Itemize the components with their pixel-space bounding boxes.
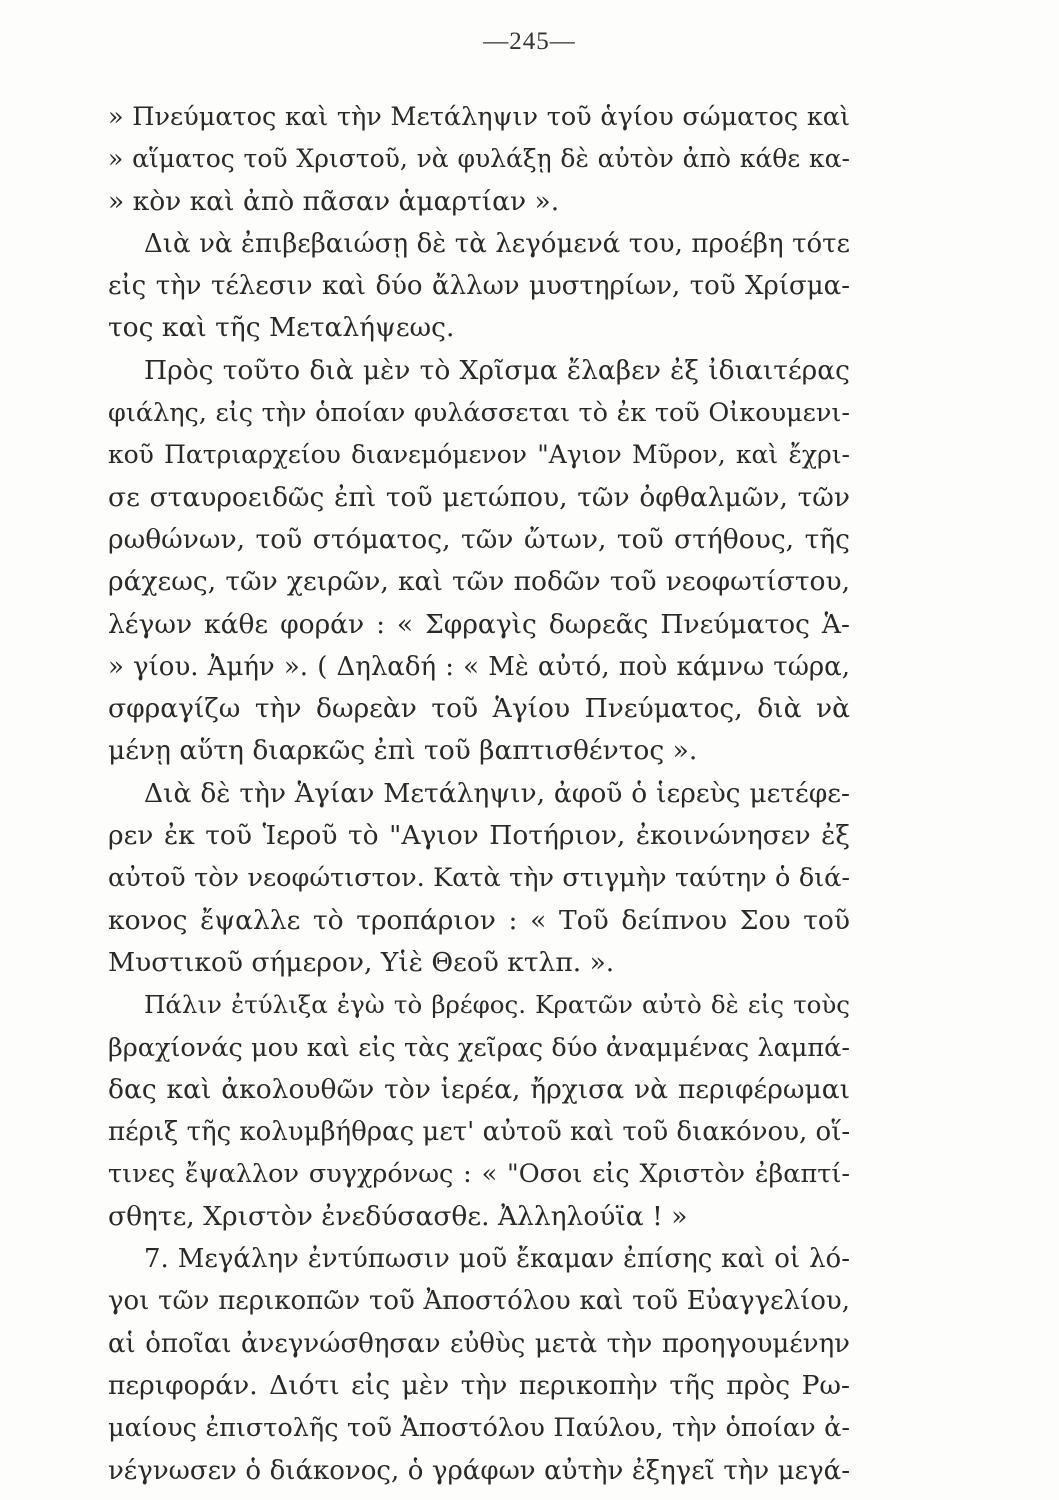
text-line: μένῃ αὕτη διαρκῶς ἐπὶ τοῦ βαπτισθέντος ». [108, 735, 698, 767]
text-line: Μυστικοῦ σήμερον, Υἱὲ Θεοῦ κτλπ. ». [108, 946, 615, 978]
text-line: ράχεως, τῶν χειρῶν, καὶ τῶν ποδῶν τοῦ νεοφωτίστου, [108, 566, 850, 598]
text-line: αὐτοῦ τὸν νεοφώτιστον. Κατὰ τὴν στιγμὴν ταύτην ὁ διά- [108, 863, 850, 894]
text-line: φιάλης, εἰς τὴν ὁποίαν φυλάσσεται τὸ ἐκ τοῦ Οἰκουμενι- [108, 398, 850, 429]
text-line: κονος ἔψαλλε τὸ τροπάριον : « Τοῦ δείπνου Σου τοῦ [108, 904, 850, 936]
text-line: μαίους ἐπιστολῆς τοῦ Ἀποστόλου Παύλου, τὴν ὁποίαν ἀ- [108, 1413, 850, 1444]
text-line: δας καὶ ἀκολουθῶν τὸν ἱερέα, ἤρχισα νὰ περιφέρωμαι [108, 1073, 850, 1105]
text-line: πέριξ τῆς κολυμβήθρας μετ' αὐτοῦ καὶ τοῦ διακόνου, οἵ- [108, 1117, 850, 1148]
text-line: αἱ ὁποῖαι ἀνεγνώσθησαν εὐθὺς μετὰ τὴν προηγουμένην [108, 1328, 850, 1359]
text-line: » κὸν καὶ ἀπὸ πᾶσαν ἁμαρτίαν ». [108, 185, 560, 217]
body-text [108, 96, 850, 1492]
text-line: τος καὶ τῆς Μεταλήψεως. [108, 312, 455, 344]
text-line: νέγνωσεν ὁ διάκονος, ὁ γράφων αὐτὴν ἐξηγεῖ τὴν μεγά- [108, 1455, 850, 1486]
text-line: λέγων κάθε φοράν : « Σφραγὶς δωρεᾶς Πνεύματος Ἁ- [108, 608, 850, 640]
text-line: εἰς τὴν τέλεσιν καὶ δύο ἄλλων μυστηρίων, τοῦ Χρίσμα- [108, 271, 850, 302]
text-line: Πάλιν ἐτύλιξα ἐγὼ τὸ βρέφος. Κρατῶν αὐτὸ δὲ εἰς τοὺς [144, 990, 850, 1020]
text-line: 7. Μεγάλην ἐντύπωσιν μοῦ ἔκαμαν ἐπίσης καὶ οἱ λό- [144, 1244, 850, 1275]
text-line: Πρὸς τοῦτο διὰ μὲν τὸ Χρῖσμα ἔλαβεν ἐξ ἰδιαιτέρας [144, 354, 850, 386]
text-line: τινες ἔψαλλον συγχρόνως : « "Οσοι εἰς Χριστὸν ἐβαπτί- [108, 1159, 850, 1190]
text-line: ρωθώνων, τοῦ στόματος, τῶν ὤτων, τοῦ στήθους, τῆς [108, 523, 850, 555]
text-line: σθητε, Χριστὸν ἐνεδύσασθε. Ἀλληλούϊα ! » [108, 1200, 688, 1232]
text-line: γοι τῶν περικοπῶν τοῦ Ἀποστόλου καὶ τοῦ Εὐαγγελίου, [108, 1286, 850, 1317]
text-line: σε σταυροειδῶς ἐπὶ τοῦ μετώπου, τῶν ὀφθαλμῶν, τῶν [108, 481, 850, 513]
text-line: » αἵματος τοῦ Χριστοῦ, νὰ φυλάξῃ δὲ αὐτὸν ἀπὸ κάθε κα- [108, 144, 850, 174]
text-line: » Πνεύματος καὶ τὴν Μετάληψιν τοῦ ἁγίου σώματος καὶ [108, 102, 850, 132]
text-line: Διὰ δὲ τὴν Ἁγίαν Μετάληψιν, ἀφοῦ ὁ ἱερεὺς μετέφε- [144, 777, 850, 809]
text-line: » γίου. Ἀμήν ». ( Δηλαδή : « Μὲ αὐτό, ποὺ κάμνω τώρα, [108, 651, 850, 682]
text-line: κοῦ Πατριαρχείου διανεμόμενον "Αγιον Μῦρον, καὶ ἔχρι- [108, 440, 850, 470]
page-number: —245— [483, 28, 576, 55]
text-line: σφραγίζω τὴν δωρεὰν τοῦ Ἁγίου Πνεύματος, διὰ νὰ [108, 693, 850, 725]
text-line: βραχίονάς μου καὶ εἰς τὰς χεῖρας δύο ἀναμμένας λαμπά- [108, 1032, 850, 1063]
text-line: Διὰ νὰ ἐπιβεβαιώσῃ δὲ τὰ λεγόμενά του, προέβη τότε [144, 228, 850, 259]
text-line: ρεν ἐκ τοῦ Ἱεροῦ τὸ "Αγιον Ποτήριον, ἐκοινώνησεν ἐξ [108, 820, 850, 852]
text-line: περιφοράν. Διότι εἰς μὲν τὴν περικοπὴν τῆς πρὸς Ρω- [108, 1369, 850, 1401]
